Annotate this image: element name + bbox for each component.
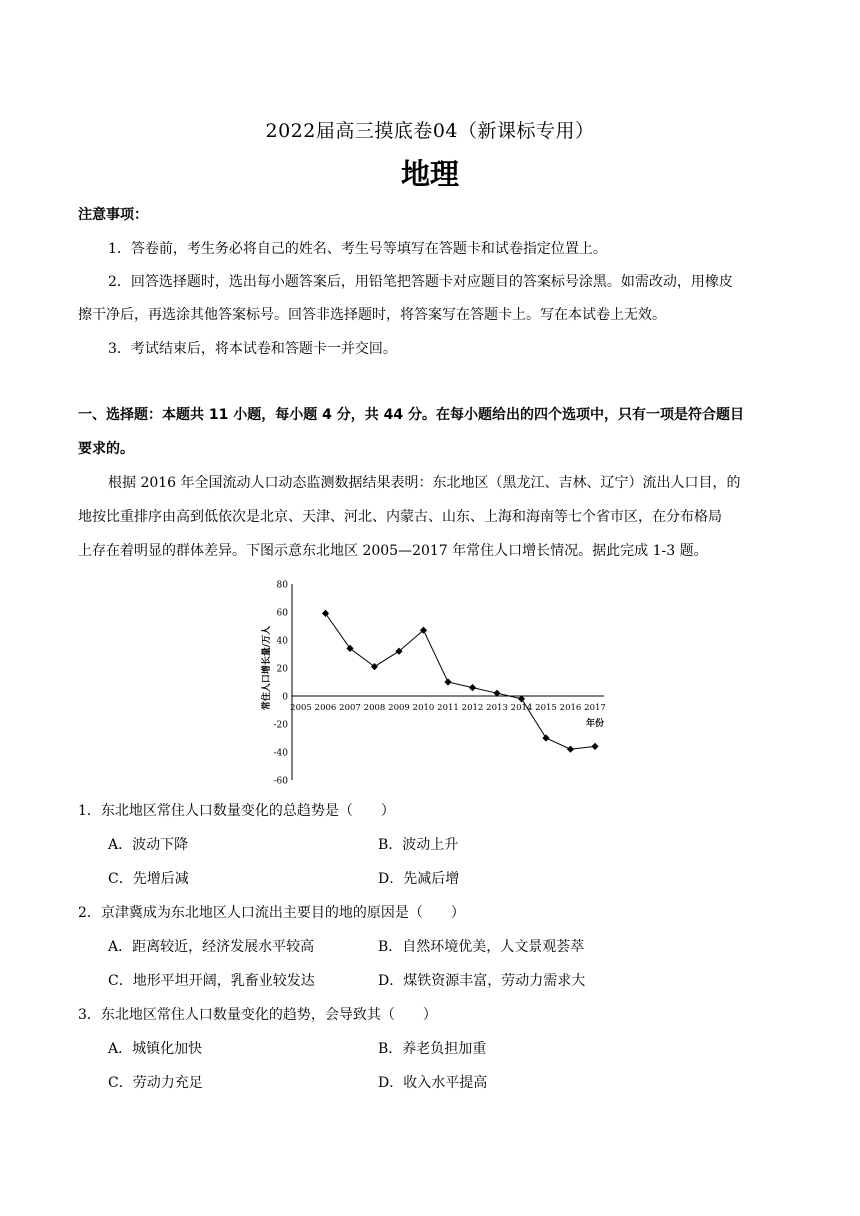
x-tick-labels [290,703,606,713]
notes-item-2-line-2: 擦干净后，再选涂其他答案标号。回答非选择题时，将答案写在答题卡上。写在本试卷上无效。 [78,307,666,323]
x-tick-label: 2008 [363,703,386,713]
x-tick-label: 2017 [584,703,606,713]
y-tick-label: 0 [282,692,288,703]
x-tick-label: 2009 [388,703,410,713]
y-tick-label: -40 [273,748,288,759]
y-tick-label: -60 [273,776,288,787]
x-tick-label: 2012 [461,703,484,713]
x-axis-label: 年份 [585,719,605,729]
notes-item-2-line-1: 2．回答选择题时，选出每小题答案后，用铅笔把答题卡对应题目的答案标号涂黑。如需改动，用橡皮 [108,274,733,290]
y-tick-label: -20 [273,720,288,731]
data-point-marker [371,663,378,670]
x-tick-label: 2007 [339,703,361,713]
chart-svg [252,578,612,790]
data-point-marker [346,645,353,652]
exam-title: 2022届高三摸底卷04（新课标专用） [265,120,595,142]
data-point-marker [444,678,451,685]
q1-option-c[interactable]: C．先增后减 [108,871,189,887]
y-tick-label: 40 [276,636,288,647]
y-axis-label: 常住人口增长量/万人 [262,625,272,711]
y-tick-label: 60 [276,608,288,619]
question-3-stem: 3．东北地区常住人口数量变化的趋势，会导致其（ ） [78,1007,437,1023]
x-tick-label: 2006 [314,703,337,713]
x-tick-label: 2010 [412,703,435,713]
x-tick-label: 2014 [510,703,533,713]
question-1-stem: 1．东北地区常住人口数量变化的总趋势是（ ） [78,803,395,819]
data-point-marker [322,610,329,617]
q1-option-d[interactable]: D．先减后增 [378,871,460,887]
notes-heading: 注意事项： [78,207,148,223]
q3-option-c[interactable]: C．劳动力充足 [108,1075,203,1091]
series-markers [322,610,599,753]
x-tick-label: 2005 [290,703,312,713]
data-point-marker [591,743,598,750]
x-tick-label: 2011 [437,703,459,713]
passage-line-3: 上存在着明显的群体差异。下图示意东北地区 2005—2017 年常住人口增长情况。据此完成 1-3 题。 [78,543,708,559]
data-point-marker [469,684,476,691]
q2-option-c[interactable]: C．地形平坦开阔，乳畜业较发达 [108,973,315,989]
x-tick-label: 2015 [535,703,557,713]
notes-item-3: 3．考试结束后，将本试卷和答题卡一并交回。 [108,341,397,357]
q2-option-d[interactable]: D．煤铁资源丰富，劳动力需求大 [378,973,586,989]
x-tick-label: 2013 [486,703,508,713]
series-line [326,613,596,749]
q2-option-b[interactable]: B．自然环境优美，人文景观荟萃 [378,939,585,955]
notes-item-1: 1．答卷前，考生务必将自己的姓名、考生号等填写在答题卡和试卷指定位置上。 [108,241,607,257]
question-2-stem: 2．京津冀成为东北地区人口流出主要目的地的原因是（ ） [78,905,465,921]
section-heading-line-2: 要求的。 [78,441,134,457]
data-point-marker [542,734,549,741]
subject-title: 地理 [400,157,459,191]
q3-option-a[interactable]: A．城镇化加快 [108,1041,203,1057]
section-heading-line-1: 一、选择题：本题共 11 小题，每小题 4 分，共 44 分。在每小题给出的四个选项中，只有一项是符合题目 [78,407,744,423]
passage-line-2: 地按比重排序由高到低依次是北京、天津、河北、内蒙古、山东、上海和海南等七个省市区，在分布格局 [78,509,722,525]
passage-line-1: 根据 2016 年全国流动人口动态监测数据结果表明：东北地区（黑龙江、吉林、辽宁）流出人口目，的 [108,475,741,491]
x-tick-label: 2016 [559,703,582,713]
q2-option-a[interactable]: A．距离较近，经济发展水平较高 [108,939,315,955]
q1-option-a[interactable]: A．波动下降 [108,837,189,853]
q3-option-d[interactable]: D．收入水平提高 [378,1075,488,1091]
q3-option-b[interactable]: B．养老负担加重 [378,1041,487,1057]
y-tick-label: 80 [276,580,288,591]
y-tick-label: 20 [276,664,288,675]
y-tick-labels [274,581,289,787]
data-point-marker [567,746,574,753]
q1-option-b[interactable]: B．波动上升 [378,837,459,853]
population-chart [252,578,612,790]
